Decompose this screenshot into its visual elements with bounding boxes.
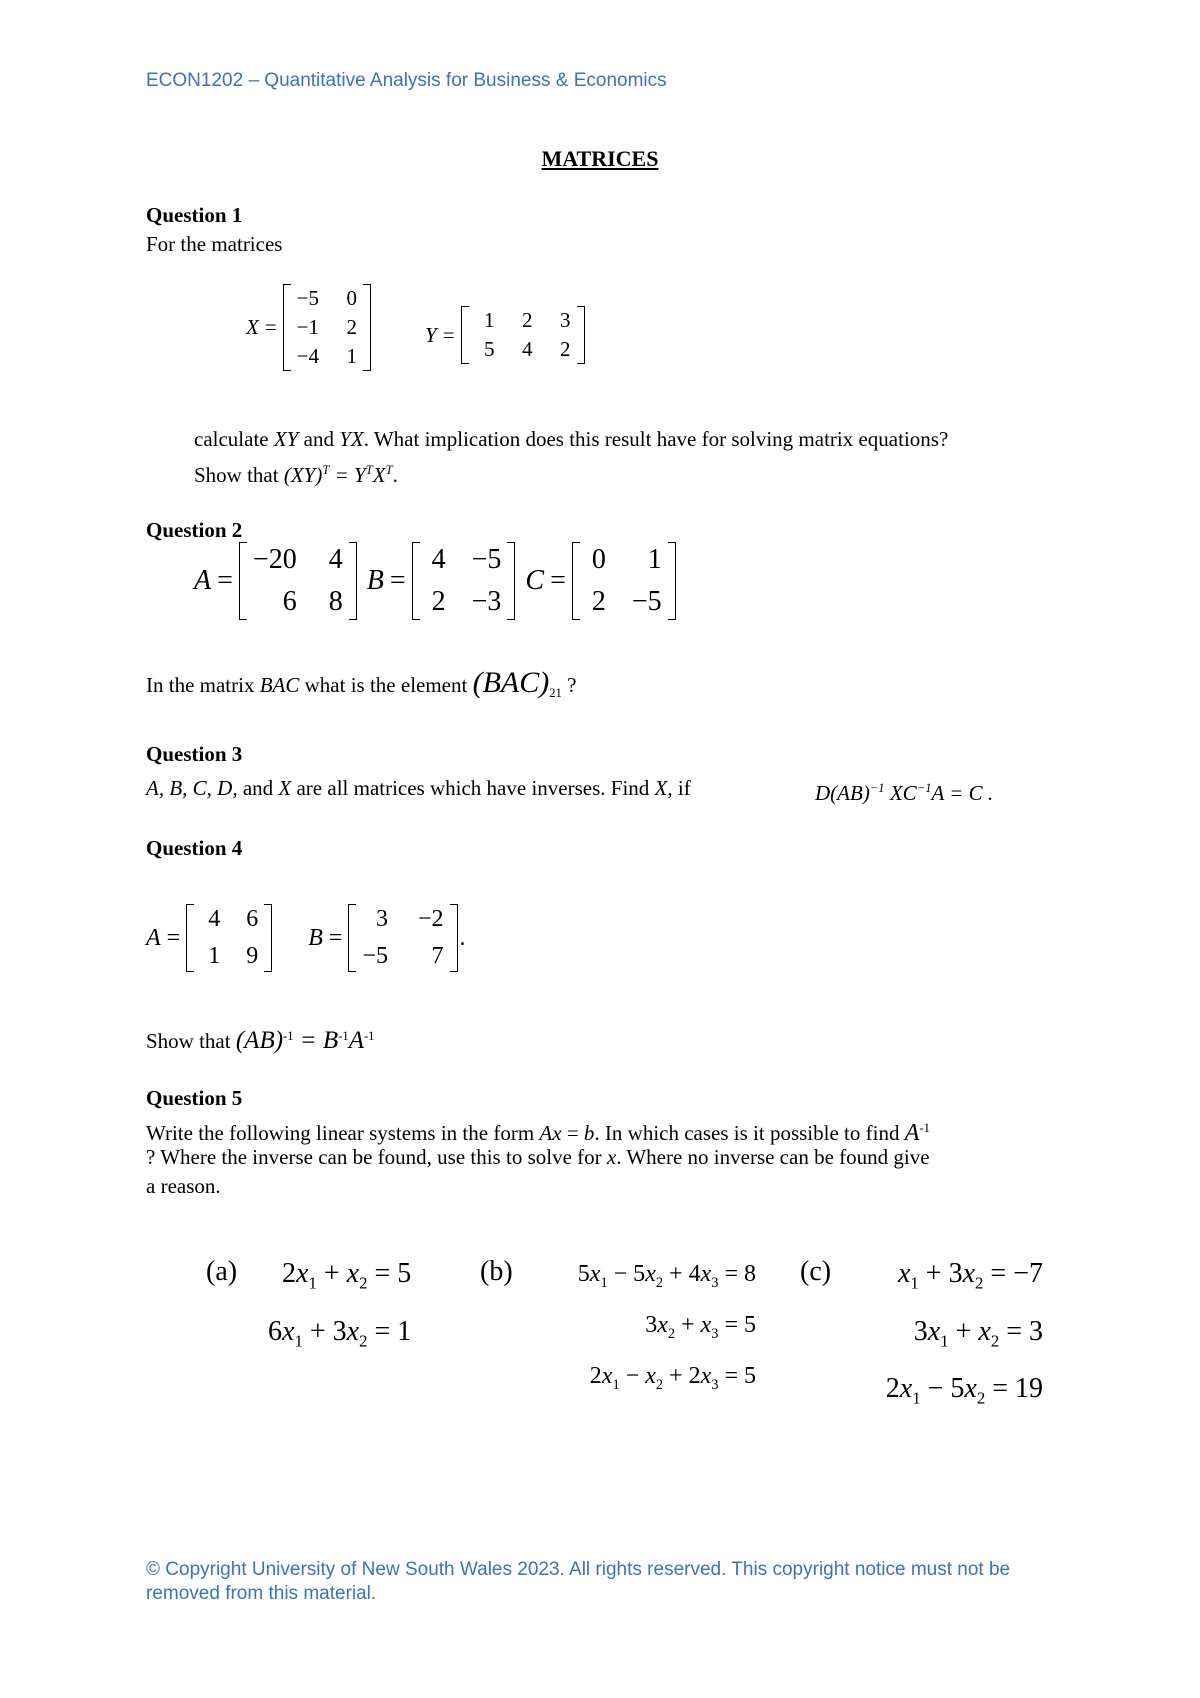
question-5-line-1: Write the following linear systems in the form Ax = b. In which cases is it possible to find $A^{-1}$: [146, 1120, 930, 1146]
system-b: $5x_1 - 5x_2 + 4x_3 = 8$ $3x_2 + x_3 = 5$ $2x_1 - x_2 + 2x_3 = 5$: [577, 1261, 756, 1393]
matrix-C-label: C: [525, 565, 545, 596]
copyright-footer: © Copyright University of New South Wales 2023. All rights reserved. This copyright notice must not be removed from this material.: [146, 1559, 1011, 1604]
system-c: $x_1 + 3x_2 = -7$ $3x_1 + x_2 = 3$ $2x_1 - 5x_2 = 19$: [885, 1258, 1043, 1408]
question-1-line-2: Show that $(XY)^T = Y^TX^T$.: [194, 463, 398, 487]
q4-matrix-A-cell-1-2: 6: [246, 906, 259, 932]
question-4-show: Show that $(AB)^{-1} = B^{-1}A^{-1}$: [146, 1027, 375, 1054]
q2-matrix-C-cell-2-2: −5: [631, 586, 662, 617]
question-1-line-1: calculate XY and YX. What implication does this result have for solving matrix equations?: [194, 427, 949, 451]
q2-matrix-A-cell-2-2: 8: [328, 586, 343, 617]
question-4-heading: Question 4: [146, 836, 243, 860]
question-5-line-3: a reason.: [146, 1174, 221, 1198]
question-3-heading: Question 3: [146, 742, 243, 766]
matrix-Y-label: Y: [425, 322, 437, 347]
question-2-text: In the matrix BAC what is the element $(BAC)_{21}$ ?: [146, 666, 577, 701]
q2-matrix-C-cell-1-2: 1: [647, 544, 662, 575]
question-5-heading: Question 5: [146, 1086, 243, 1110]
course-header: ECON1202 – Quantitative Analysis for Business & Economics: [146, 70, 667, 91]
question-5-line-2: ? Where the inverse can be found, use this to solve for x. Where no inverse can be found give: [146, 1145, 930, 1169]
matrix-Y-cell-1-2: 2: [522, 308, 533, 332]
question-3-equation: D(AB)$^{-1}$ $XC^{-1}A = C$ .: [815, 781, 994, 805]
q4-matrix-A-cell-2-1: 1: [208, 943, 221, 969]
matrix-X: X = −5 0 −1 2 −4 1: [246, 284, 381, 371]
q4-matrix-B-cell-1-1: 3: [375, 906, 388, 932]
q4-matrix-A-cell-1-1: 4: [208, 906, 221, 932]
q2-matrix-A-cell-1-2: 4: [328, 544, 343, 575]
question-2-matrices: A = −20 4 6 8 B = 4 −5 2 −3 C = 0 1 2 −5: [194, 542, 686, 620]
q2-matrix-B-cell-1-2: −5: [471, 544, 502, 575]
matrix-A-label: A: [146, 924, 161, 951]
matrix-X-cell-1-2: 0: [346, 286, 358, 310]
q4-matrix-B-cell-2-1: −5: [362, 943, 388, 969]
matrix-Y-cell-1-3: 3: [560, 308, 571, 332]
q2-matrix-B-cell-2-1: 2: [431, 586, 446, 617]
matrix-B-label: B: [308, 924, 323, 951]
q2-matrix-B-cell-2-2: −3: [471, 586, 502, 617]
q4-matrix-B-cell-1-2: −2: [417, 906, 444, 932]
matrix-X-cell-2-2: 2: [346, 315, 358, 339]
matrix-X-cell-3-1: −4: [296, 344, 320, 368]
system-a-tag: (a): [206, 1256, 238, 1287]
matrix-B-label: B: [366, 565, 384, 596]
matrix-Y-cell-2-1: 5: [484, 337, 495, 361]
question-2-heading: Question 2: [146, 518, 243, 542]
matrix-Y-cell-2-3: 2: [560, 337, 571, 361]
system-c-tag: (c): [800, 1256, 832, 1287]
matrix-X-cell-1-1: −5: [296, 286, 320, 310]
q2-matrix-B-cell-1-1: 4: [431, 544, 446, 575]
q2-matrix-A-cell-2-1: 6: [282, 586, 297, 617]
q2-matrix-A-cell-1-1: −20: [252, 544, 297, 575]
matrix-Y-cell-1-1: 1: [484, 308, 495, 332]
matrix-Y: Y = 1 2 3 5 4 2: [425, 306, 595, 364]
q4-matrix-B-cell-2-2: 7: [431, 943, 444, 969]
q4-matrix-A-cell-2-2: 9: [246, 943, 259, 969]
q2-matrix-C-cell-1-1: 0: [591, 544, 606, 575]
system-b-tag: (b): [480, 1256, 513, 1287]
matrix-A-label: A: [194, 565, 212, 596]
matrix-Y-cell-2-2: 4: [522, 337, 533, 361]
question-1-heading: Question 1: [146, 203, 243, 227]
matrix-X-cell-2-1: −1: [296, 315, 320, 339]
matrix-X-label: X: [246, 315, 259, 339]
q2-matrix-C-cell-2-1: 2: [591, 586, 606, 617]
page-title: MATRICES: [541, 146, 659, 171]
matrix-X-cell-3-2: 1: [346, 344, 358, 368]
system-a: $2x_1 + x_2 = 5$ $6x_1 + 3x_2 = 1$: [268, 1258, 412, 1351]
question-4-matrices: A = 4 6 1 9 B = 3 −2 −5 7 .: [146, 904, 466, 972]
question-3-text: A, B, C, D, and X are all matrices which have inverses. Find X, if: [146, 776, 691, 800]
question-1-intro: For the matrices: [146, 232, 283, 256]
